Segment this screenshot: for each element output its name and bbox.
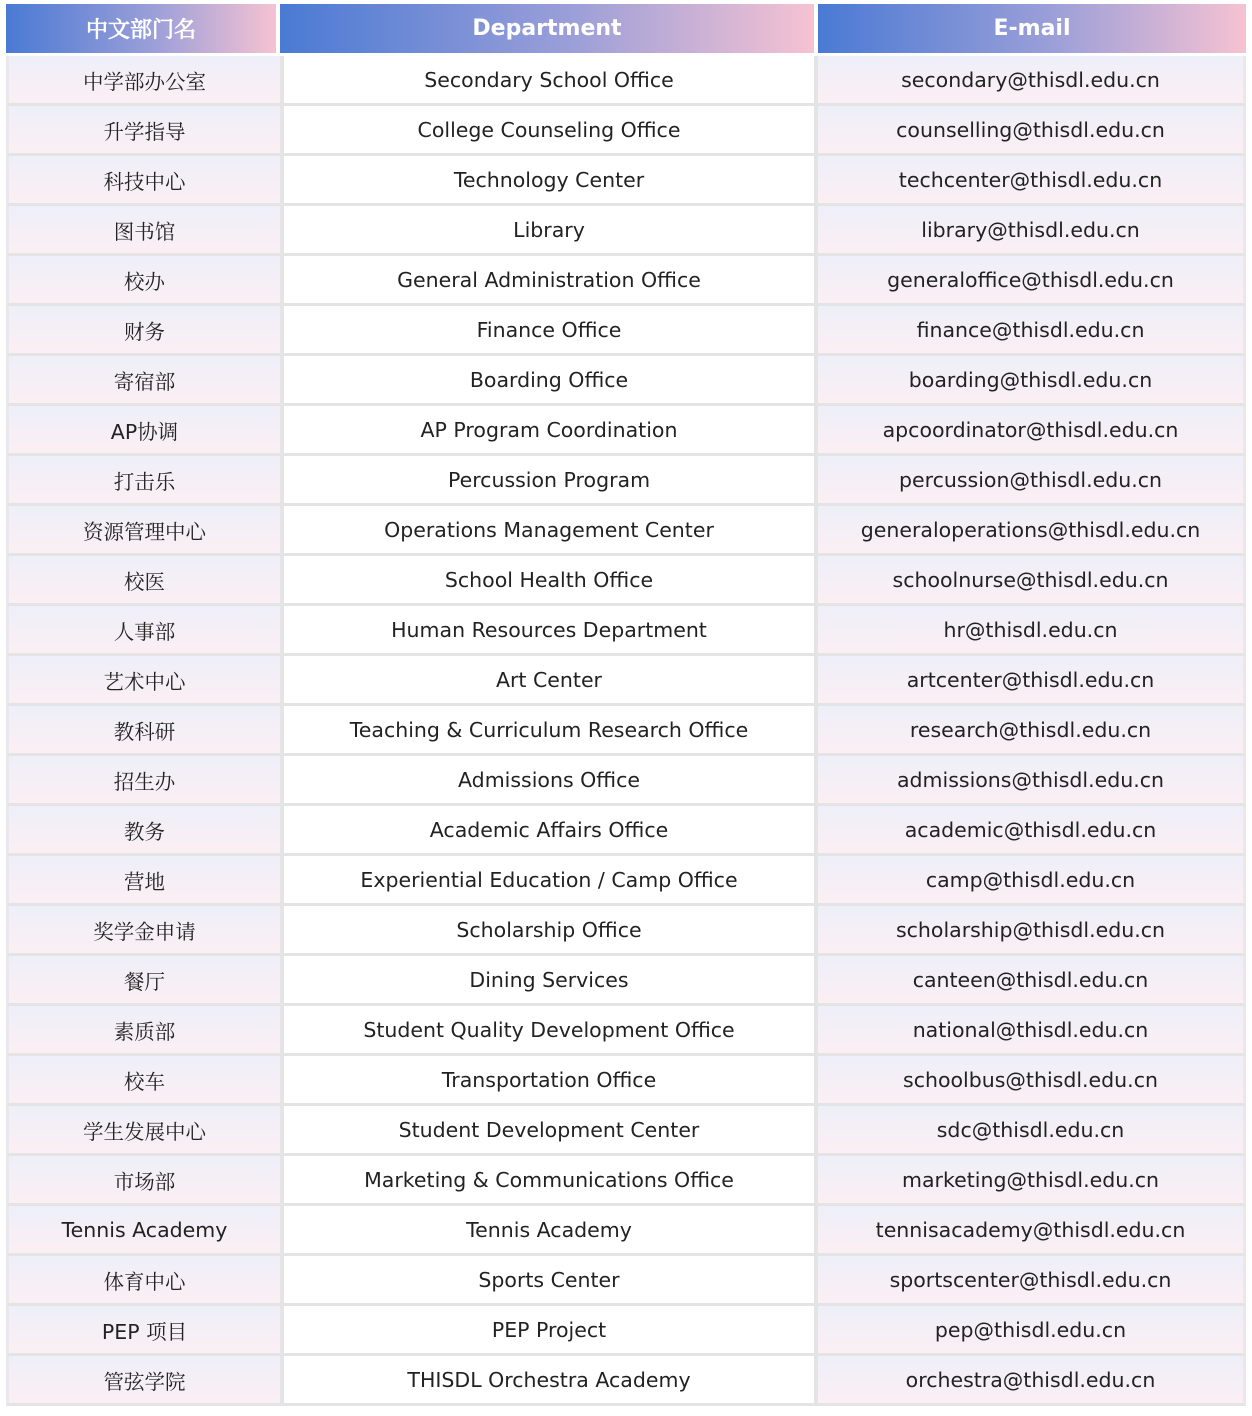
cell-email[interactable]: academic@thisdl.edu.cn <box>818 806 1246 856</box>
cell-department: Tennis Academy <box>280 1206 818 1256</box>
cell-department: General Administration Office <box>280 256 818 306</box>
cell-department: School Health Office <box>280 556 818 606</box>
table-row <box>6 1356 1246 1406</box>
cell-email[interactable]: sdc@thisdl.edu.cn <box>818 1106 1246 1156</box>
cell-email[interactable]: research@thisdl.edu.cn <box>818 706 1246 756</box>
cell-department: Academic Affairs Office <box>280 806 818 856</box>
cell-department: Human Resources Department <box>280 606 818 656</box>
table-row <box>6 406 1246 456</box>
cell-email[interactable]: national@thisdl.edu.cn <box>818 1006 1246 1056</box>
cell-email[interactable]: camp@thisdl.edu.cn <box>818 856 1246 906</box>
cell-email[interactable]: finance@thisdl.edu.cn <box>818 306 1246 356</box>
header-row <box>6 4 1246 56</box>
table-header <box>6 4 1246 56</box>
table-row <box>6 156 1246 206</box>
cell-email[interactable]: schoolbus@thisdl.edu.cn <box>818 1056 1246 1106</box>
cell-chinese-name: 校车 <box>6 1056 280 1106</box>
cell-email[interactable]: generaloffice@thisdl.edu.cn <box>818 256 1246 306</box>
table-row <box>6 656 1246 706</box>
cell-chinese-name: 餐厅 <box>6 956 280 1006</box>
cell-chinese-name: 人事部 <box>6 606 280 656</box>
table-row <box>6 556 1246 606</box>
cell-email[interactable]: tennisacademy@thisdl.edu.cn <box>818 1206 1246 1256</box>
table-row <box>6 306 1246 356</box>
cell-department: Transportation Office <box>280 1056 818 1106</box>
cell-email[interactable]: schoolnurse@thisdl.edu.cn <box>818 556 1246 606</box>
cell-chinese-name: 招生办 <box>6 756 280 806</box>
table-row <box>6 1106 1246 1156</box>
cell-email[interactable]: admissions@thisdl.edu.cn <box>818 756 1246 806</box>
table-row <box>6 606 1246 656</box>
cell-email[interactable]: secondary@thisdl.edu.cn <box>818 56 1246 106</box>
cell-department: Percussion Program <box>280 456 818 506</box>
table-row <box>6 56 1246 106</box>
header-chinese-name: 中文部门名 <box>6 4 280 56</box>
cell-chinese-name: 图书馆 <box>6 206 280 256</box>
cell-department: Teaching & Curriculum Research Office <box>280 706 818 756</box>
table-row <box>6 1306 1246 1356</box>
department-contact-table <box>6 4 1246 1406</box>
cell-chinese-name: 升学指导 <box>6 106 280 156</box>
cell-email[interactable]: techcenter@thisdl.edu.cn <box>818 156 1246 206</box>
cell-email[interactable]: marketing@thisdl.edu.cn <box>818 1156 1246 1206</box>
cell-email[interactable]: artcenter@thisdl.edu.cn <box>818 656 1246 706</box>
cell-email[interactable]: percussion@thisdl.edu.cn <box>818 456 1246 506</box>
table-row <box>6 1056 1246 1106</box>
table-row <box>6 756 1246 806</box>
cell-chinese-name: 校办 <box>6 256 280 306</box>
header-email: E-mail <box>818 4 1246 56</box>
table-row <box>6 456 1246 506</box>
cell-department: Admissions Office <box>280 756 818 806</box>
cell-chinese-name: 打击乐 <box>6 456 280 506</box>
table-body <box>6 56 1246 1406</box>
table-row <box>6 856 1246 906</box>
cell-chinese-name: 学生发展中心 <box>6 1106 280 1156</box>
cell-email[interactable]: orchestra@thisdl.edu.cn <box>818 1356 1246 1406</box>
cell-chinese-name: 市场部 <box>6 1156 280 1206</box>
table-row <box>6 706 1246 756</box>
cell-department: Boarding Office <box>280 356 818 406</box>
cell-department: Secondary School Office <box>280 56 818 106</box>
cell-department: Finance Office <box>280 306 818 356</box>
table-row <box>6 356 1246 406</box>
cell-email[interactable]: canteen@thisdl.edu.cn <box>818 956 1246 1006</box>
cell-department: Student Development Center <box>280 1106 818 1156</box>
cell-department: THISDL Orchestra Academy <box>280 1356 818 1406</box>
table-row <box>6 906 1246 956</box>
cell-email[interactable]: boarding@thisdl.edu.cn <box>818 356 1246 406</box>
cell-chinese-name: 教科研 <box>6 706 280 756</box>
cell-chinese-name: 中学部办公室 <box>6 56 280 106</box>
cell-department: Art Center <box>280 656 818 706</box>
cell-email[interactable]: library@thisdl.edu.cn <box>818 206 1246 256</box>
table-row <box>6 1156 1246 1206</box>
cell-email[interactable]: sportscenter@thisdl.edu.cn <box>818 1256 1246 1306</box>
cell-chinese-name: 校医 <box>6 556 280 606</box>
table-row <box>6 206 1246 256</box>
cell-chinese-name: PEP 项目 <box>6 1306 280 1356</box>
table-row <box>6 506 1246 556</box>
cell-chinese-name: 营地 <box>6 856 280 906</box>
cell-department: Operations Management Center <box>280 506 818 556</box>
table-row <box>6 806 1246 856</box>
table-row <box>6 1256 1246 1306</box>
cell-department: Technology Center <box>280 156 818 206</box>
cell-chinese-name: Tennis Academy <box>6 1206 280 1256</box>
table-row <box>6 1006 1246 1056</box>
cell-chinese-name: 体育中心 <box>6 1256 280 1306</box>
cell-department: Library <box>280 206 818 256</box>
cell-department: College Counseling Office <box>280 106 818 156</box>
cell-department: Experiential Education / Camp Office <box>280 856 818 906</box>
table-row <box>6 1206 1246 1256</box>
cell-chinese-name: 教务 <box>6 806 280 856</box>
cell-chinese-name: 奖学金申请 <box>6 906 280 956</box>
cell-email[interactable]: hr@thisdl.edu.cn <box>818 606 1246 656</box>
cell-chinese-name: 寄宿部 <box>6 356 280 406</box>
cell-department: Student Quality Development Office <box>280 1006 818 1056</box>
cell-email[interactable]: generaloperations@thisdl.edu.cn <box>818 506 1246 556</box>
cell-department: Sports Center <box>280 1256 818 1306</box>
header-department: Department <box>280 4 818 56</box>
cell-department: Scholarship Office <box>280 906 818 956</box>
table-row <box>6 106 1246 156</box>
cell-email[interactable]: counselling@thisdl.edu.cn <box>818 106 1246 156</box>
cell-email[interactable]: pep@thisdl.edu.cn <box>818 1306 1246 1356</box>
cell-chinese-name: 素质部 <box>6 1006 280 1056</box>
cell-chinese-name: 艺术中心 <box>6 656 280 706</box>
cell-chinese-name: 科技中心 <box>6 156 280 206</box>
cell-email[interactable]: scholarship@thisdl.edu.cn <box>818 906 1246 956</box>
cell-department: Marketing & Communications Office <box>280 1156 818 1206</box>
cell-chinese-name: 管弦学院 <box>6 1356 280 1406</box>
cell-chinese-name: 资源管理中心 <box>6 506 280 556</box>
cell-chinese-name: 财务 <box>6 306 280 356</box>
cell-email[interactable]: apcoordinator@thisdl.edu.cn <box>818 406 1246 456</box>
cell-department: PEP Project <box>280 1306 818 1356</box>
table-row <box>6 956 1246 1006</box>
cell-chinese-name: AP协调 <box>6 406 280 456</box>
cell-department: AP Program Coordination <box>280 406 818 456</box>
cell-department: Dining Services <box>280 956 818 1006</box>
table-row <box>6 256 1246 306</box>
